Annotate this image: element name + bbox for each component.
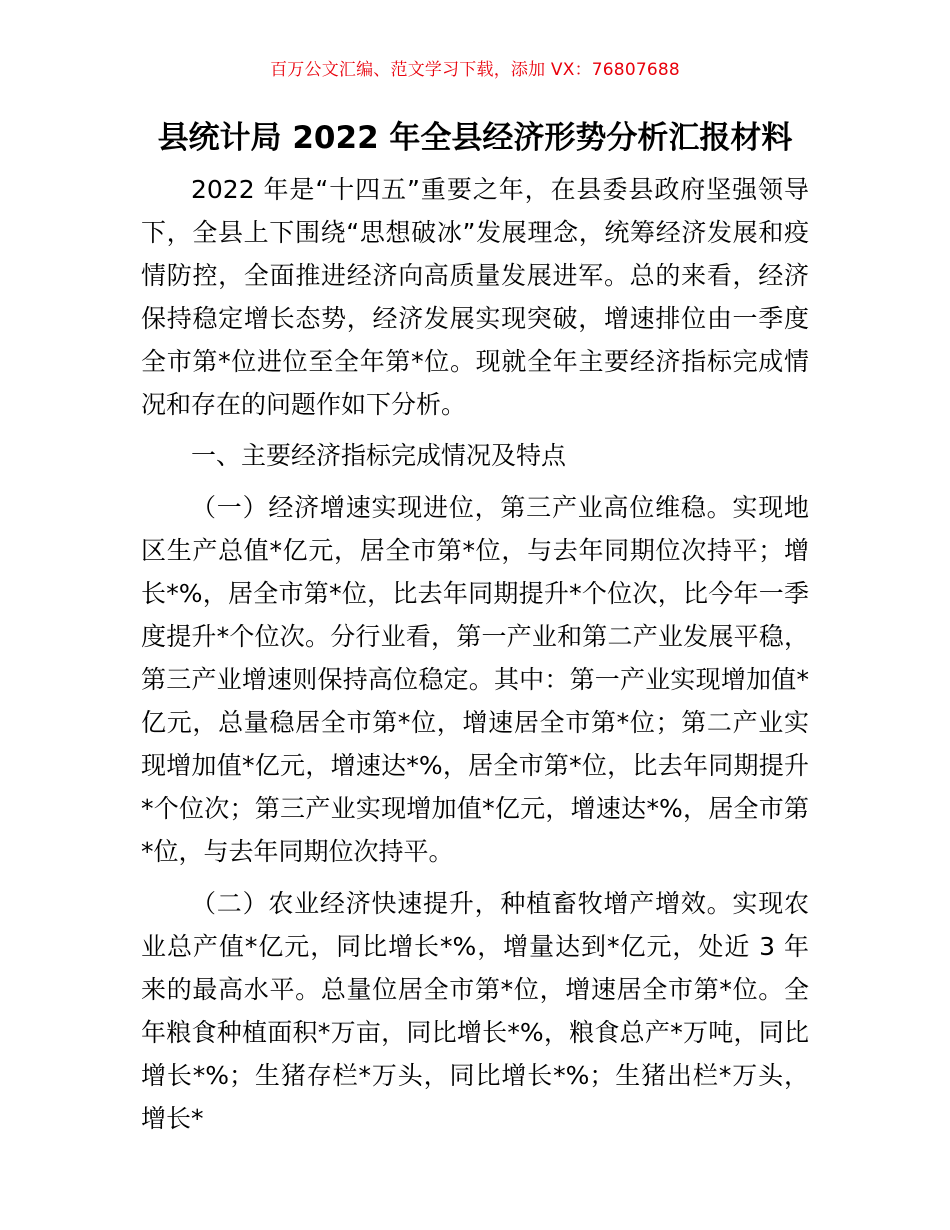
document-title: 县统计局 2022 年全县经济形势分析汇报材料: [157, 120, 793, 156]
header-watermark-note: 百万公文汇编、范文学习下载，添加 VX：76807688: [270, 60, 680, 80]
section-heading-1: 一、主要经济指标完成情况及特点: [191, 441, 567, 470]
intro-paragraph: 2022 年是“十四五”重要之年，在县委县政府坚强领导下，全县上下围绕“思想破冰”发展理念，统筹经济发展和疫情防控，全面推进经济向高质量发展进军。总的来看，经济保持稳定增长态势，经济发展实现突破，增速排位由一季度全市第*位进位至全年第*位。现就全年主要经济指标完成情况和存在的问题作如下分析。: [141, 175, 809, 419]
document-body: [141, 168, 809, 1140]
paragraph-economic-growth: （一）经济增速实现进位，第三产业高位维稳。实现地区生产总值*亿元，居全市第*位，与去年同期位次持平；增长*%，居全市第*位，比去年同期提升*个位次，比今年一季度提升*个位次。分行业看，第一产业和第二产业发展平稳，第三产业增速则保持高位稳定。其中：第一产业实现增加值*亿元，总量稳居全市第*位，增速居全市第*位；第二产业实现增加值*亿元，增速达*%，居全市第*位，比去年同期提升*个位次；第三产业实现增加值*亿元，增速达*%，居全市第*位，与去年同期位次持平。: [141, 493, 809, 866]
paragraph-agriculture: （二）农业经济快速提升，种植畜牧增产增效。实现农业总产值*亿元，同比增长*%，增量达到*亿元，处近 3 年来的最高水平。总量位居全市第*位，增速居全市第*位。全年粮食种植面积*万亩，同比增长*%，粮食总产*万吨，同比增长*%；生猪存栏*万头，同比增长*%；生猪出栏*万头，增长*: [141, 889, 809, 1133]
